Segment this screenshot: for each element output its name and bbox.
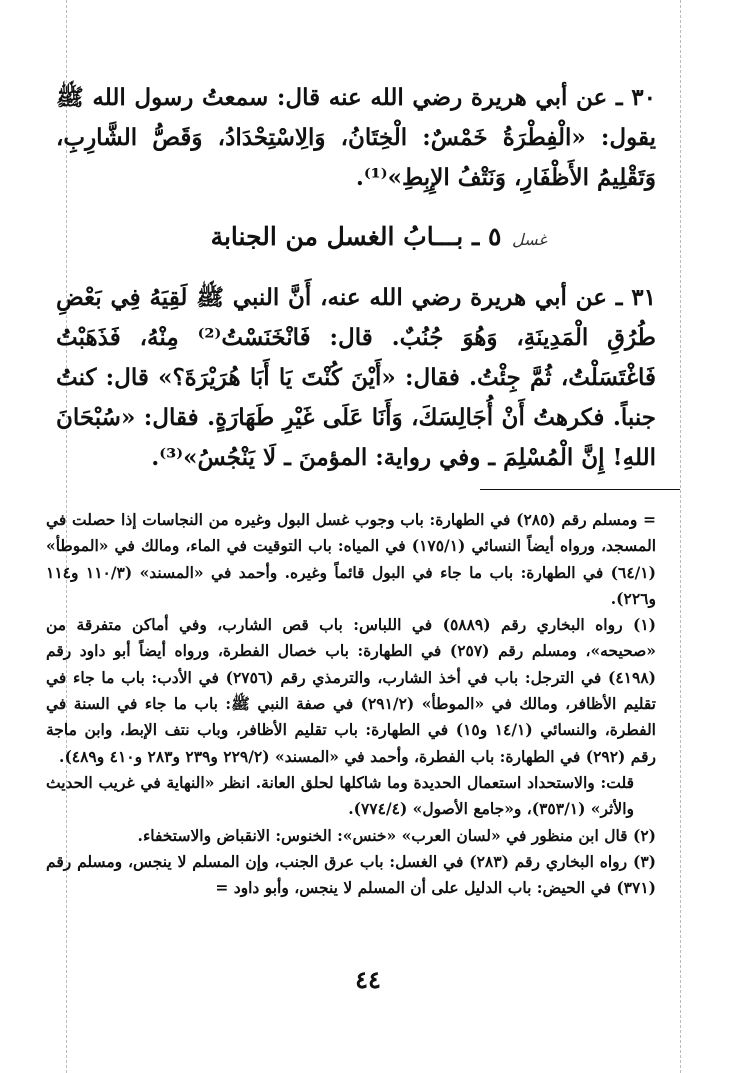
margin-note: غسل xyxy=(512,230,547,249)
footnote-1-comment: قلت: والاستحداد استعمال الحديدة وما شاكلها لحلق العانة. انظر «النهاية في غريب الحديث والأثر» (٣٥٣/١)، و«جامع الأصول» (٧٧٤/٤). xyxy=(46,772,634,819)
footnotes xyxy=(46,507,656,901)
footnote-2: (٢) قال ابن منظور في «لسان العرب» «خنس»: الخنوس: الانقباض والاستخفاء. xyxy=(137,825,656,845)
hadith-30 xyxy=(56,78,656,198)
page-number: ٤٤ xyxy=(355,965,381,994)
footnote-3: (٣) رواه البخاري رقم (٢٨٣) في الغسل: باب عرق الجنب، وإن المسلم لا ينجس، ومسلم رقم (٣٧١) في الحيض: باب الدليل على أن المسلم لا ينجس، وأبو داود = xyxy=(46,851,656,898)
chapter-heading: ٥ ـ بـــابُ الغسل من الجنابة xyxy=(210,222,502,251)
hadith-31 xyxy=(56,278,656,478)
scan-guide-right xyxy=(680,0,681,1073)
footnote-1: (١) رواه البخاري رقم (٥٨٨٩) في اللباس: باب قص الشارب، وفي أماكن متفرقة من «صحيحه»، ومسلم رقم (٢٥٧) في الطهارة: باب خصال الفطرة، ورواه أيضاً أبو داود رقم (٤١٩٨) في الترجل: باب في أخذ الشارب، والترمذي رقم (٢٧٥٦) في الأدب: باب ما جاء في تقليم الأظافر، ومالك في «الموطأ» (٢٩١/٢) في صفة النبي ﷺ: باب ما جاء في السنة في الفطرة، والنسائي (١٤/١ و١٥) في الطهارة: باب تقليم الأظافر، وباب نتف الإبط، وابن ماجة رقم (٢٩٢) في الطهارة: باب الفطرة، وأحمد في «المسند» (٢٢٩/٢ و٢٣٩ و٢٨٣ و٤١٠ و٤٨٩). xyxy=(46,615,656,766)
footnote-continued: = ومسلم رقم (٢٨٥) في الطهارة: باب وجوب غسل البول وغيره من النجاسات إذا حصلت في المسجد، ورواه أيضاً النسائي (١٧٥/١) في المياه: باب التوقيت في الماء، ومالك في «الموطأ» (٦٤/١) في الطهارة: باب ما جاء في البول قائماً وغيره. وأحمد في «المسند» (١١٠/٣ و١١٤ و٢٢٦). xyxy=(46,510,657,608)
hadith-30-text: ٣٠ ـ عن أبي هريرة رضي الله عنه قال: سمعتُ رسول الله ﷺ يقول: «الْفِطْرَةُ خَمْسٌ: الْخِتَانُ، وَالِاسْتِحْدَادُ، وَقَصُّ الشَّارِبِ، وَتَقْلِيمُ الأَظْفَارِ، وَنَتْفُ الإِبِطِ»⁽¹⁾. xyxy=(56,84,656,191)
hadith-31-text: ٣١ ـ عن أبي هريرة رضي الله عنه، أَنَّ النبي ﷺ لَقِيَهُ فِي بَعْضِ طُرُقِ الْمَدِينَةِ، وَهُوَ جُنُبٌ. قال: فَانْخَنَسْتُ⁽²⁾ مِنْهُ، فَذَهَبْتُ فَاغْتَسَلْتُ، ثُمَّ جِئْتُ. فقال: «أَيْنَ كُنْتَ يَا أَبَا هُرَيْرَةَ؟» قال: كنتُ جنباً. فكرهتُ أَنْ أُجَالِسَكَ، وَأَنَا عَلَى غَيْرِ طَهَارَةٍ. فقال: «سُبْحَانَ اللهِ! إِنَّ الْمُسْلِمَ ـ وفي رواية: المؤمنَ ـ لَا يَنْجُسُ»⁽³⁾. xyxy=(56,284,656,471)
footnote-separator xyxy=(480,489,680,490)
